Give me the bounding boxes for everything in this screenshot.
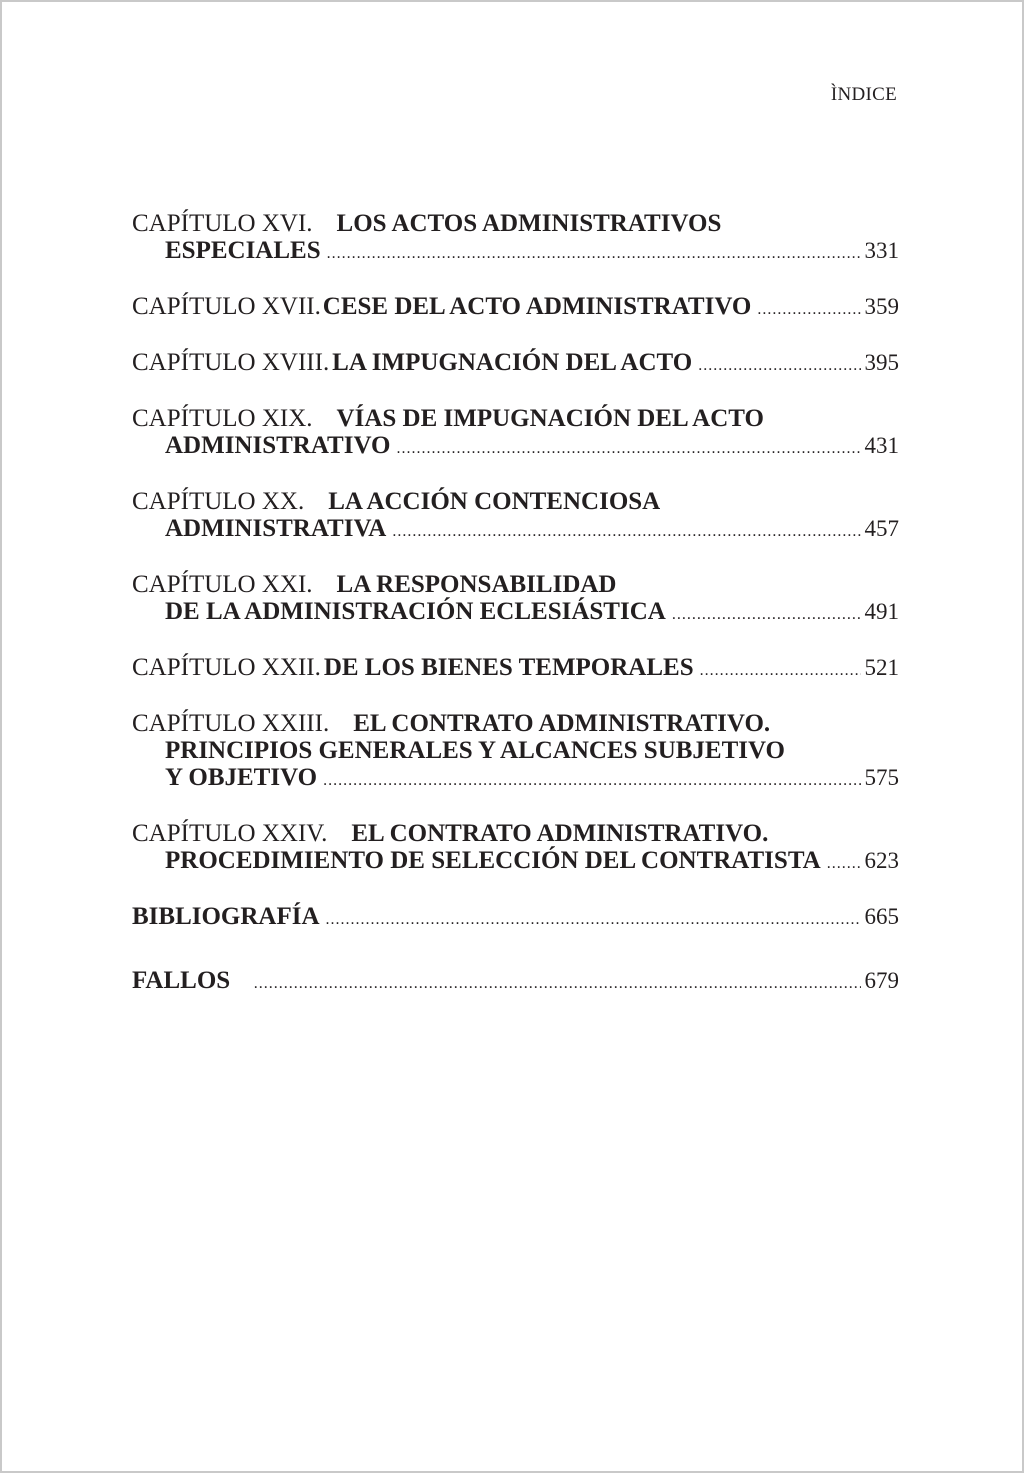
chapter-label: CAPÍTULO XXIII. [132,710,330,737]
chapter-title: PROCEDIMIENTO DE SELECCIÓN DEL CONTRATISTA [165,847,821,874]
page-number: 679 [864,968,899,993]
chapter-title: LOS ACTOS ADMINISTRATIVOS [336,210,722,237]
toc-entry [132,210,899,267]
running-header: ÌNDICE [830,84,897,105]
toc-entry-line [132,764,899,794]
toc-entry [132,820,899,877]
dot-leader [392,518,860,545]
section-title: BIBLIOGRAFÍA [132,903,320,930]
chapter-label: CAPÍTULO XXIV. [132,820,328,847]
chapter-title: VÍAS DE IMPUGNACIÓN DEL ACTO [336,405,764,432]
chapter-title: ADMINISTRATIVO [165,432,391,459]
chapter-label: CAPÍTULO XVI. [132,210,313,237]
toc-entry [132,710,899,794]
dot-leader [700,657,861,684]
page-number: 491 [864,599,899,624]
toc-entry-line [132,598,899,628]
dot-leader [254,970,861,997]
page-number: 395 [864,350,899,375]
dot-leader [396,435,860,462]
table-of-contents [132,210,899,997]
chapter-label: CAPÍTULO XX. [132,488,305,515]
dot-leader [327,240,861,267]
page-number: 431 [864,433,899,458]
toc-entry-line [132,405,899,432]
chapter-title: Y OBJETIVO [165,764,318,791]
chapter-title: ADMINISTRATIVA [165,515,387,542]
toc-entry-line [132,967,899,997]
chapter-label: CAPÍTULO XXII. [132,654,321,681]
toc-entry-line [132,710,899,737]
dot-leader [827,850,861,877]
chapter-title: DE LOS BIENES TEMPORALES [323,654,694,681]
dot-leader [672,601,861,628]
toc-entry-line [132,515,899,545]
chapter-title: EL CONTRATO ADMINISTRATIVO. [351,820,769,847]
chapter-label: CAPÍTULO XVIII. [132,349,330,376]
toc-entry-line [132,571,899,598]
chapter-label: CAPÍTULO XVII. [132,293,321,320]
toc-entry [132,293,899,323]
toc-entry [132,405,899,462]
dot-leader [326,906,861,933]
chapter-title: LA ACCIÓN CONTENCIOSA [328,488,661,515]
chapter-title: CESE DEL ACTO ADMINISTRATIVO [322,293,752,320]
toc-entry-line [132,349,899,379]
chapter-label: CAPÍTULO XXI. [132,571,313,598]
toc-entry-line [132,432,899,462]
page-number: 575 [864,765,899,790]
page-number: 331 [864,238,899,263]
page-number: 457 [864,516,899,541]
toc-entry [132,903,899,933]
chapter-title: ESPECIALES [165,237,321,264]
toc-entry-line [132,820,899,847]
toc-entry-line [132,293,899,323]
toc-entry-line [132,903,899,933]
toc-entry-line [132,210,899,237]
toc-entry-line [132,488,899,515]
chapter-title: LA RESPONSABILIDAD [336,571,617,598]
chapter-label: CAPÍTULO XIX. [132,405,313,432]
page-number: 521 [864,655,899,680]
dot-leader [323,767,860,794]
toc-entry-line [132,237,899,267]
chapter-title-continuation: PRINCIPIOS GENERALES Y ALCANCES SUBJETIVO [165,737,786,764]
toc-entry [132,571,899,628]
toc-entry [132,654,899,684]
toc-entry [132,488,899,545]
dot-leader [698,352,860,379]
chapter-title: DE LA ADMINISTRACIÓN ECLESIÁSTICA [165,598,666,625]
section-title: FALLOS [132,967,231,994]
chapter-title: EL CONTRATO ADMINISTRATIVO. [353,710,771,737]
toc-entry [132,349,899,379]
dot-leader [757,296,860,323]
page-number: 623 [864,848,899,873]
page-number: 359 [864,294,899,319]
chapter-title: LA IMPUGNACIÓN DEL ACTO [332,349,693,376]
toc-entry-line [132,654,899,684]
page-number: 665 [864,904,899,929]
toc-entry-line [132,847,899,877]
toc-entry [132,967,899,997]
